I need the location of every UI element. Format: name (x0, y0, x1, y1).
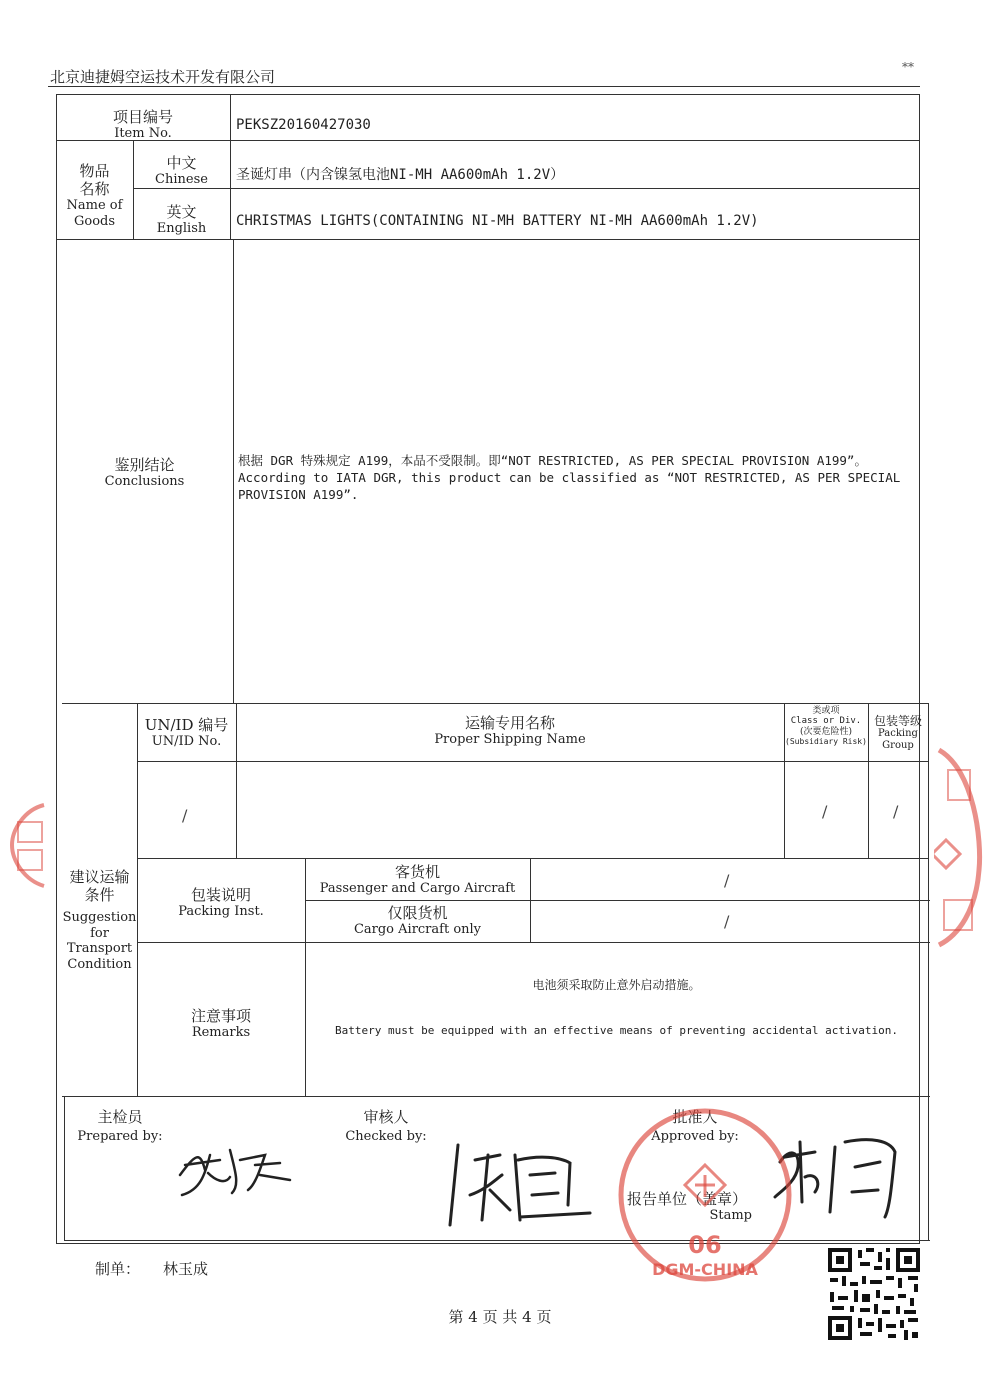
conclusions-line-1: 根据 DGR 特殊规定 A199，本品不受限制。即“NOT RESTRICTED, AS PER SPECIAL PROVISION A199”。 (238, 453, 867, 468)
conclusions-text (238, 452, 910, 503)
maker-label: 制单： (95, 1260, 141, 1278)
packing-group-label-en-2: Group (882, 740, 914, 752)
approved-label-zh: 批准人 (672, 1108, 718, 1126)
class-label-4: (Subsidiary Risk) (785, 737, 867, 747)
un-no-label-en: UN/ID No. (151, 734, 222, 749)
col-divider (230, 94, 231, 140)
class-value: / (822, 802, 828, 821)
packing-group-label-zh: 包装等级 (873, 714, 922, 728)
item-no-label-en: Item No. (114, 126, 172, 141)
remarks-label (137, 1007, 305, 1041)
transport-label-en-1: Suggestion (62, 910, 137, 925)
packing-group-label (868, 714, 928, 752)
english-label-en: English (156, 221, 207, 236)
row-divider (56, 239, 920, 240)
cargo-only-label-zh: 仅限货机 (387, 904, 448, 922)
english-label-zh: 英文 (166, 203, 197, 221)
conclusions-line-3: PROVISION A199”. (238, 487, 359, 502)
checked-label (338, 1108, 434, 1145)
seal-text: DGM-CHINA (652, 1260, 758, 1279)
class-label (784, 706, 868, 746)
remarks-label-en: Remarks (191, 1025, 251, 1040)
official-seal-icon (615, 1105, 795, 1285)
packing-group-value: / (893, 802, 899, 821)
cargo-only-label (305, 904, 530, 938)
conclusions-label-zh: 鉴别结论 (114, 456, 175, 474)
seal-number: 06 (688, 1231, 722, 1259)
row-divider (62, 1096, 930, 1097)
row-divider (137, 761, 928, 762)
cargo-only-label-en: Cargo Aircraft only (353, 922, 482, 937)
psn-label-zh: 运输专用名称 (464, 714, 555, 732)
remarks-label-zh: 注意事项 (190, 1007, 251, 1025)
chinese-label (133, 154, 230, 188)
chinese-label-en: Chinese (155, 172, 208, 187)
stamp-label-zh: 报告单位（盖章） (626, 1190, 747, 1208)
row-divider (137, 942, 930, 943)
item-no-value: PEKSZ20160427030 (236, 117, 371, 133)
transport-label-en-3: Transport (66, 941, 133, 957)
goods-name-english-value: CHRISTMAS LIGHTS(CONTAINING NI-MH BATTERY NI-MH AA600mAh 1.2V) (236, 213, 759, 229)
class-label-1: 类或项 (812, 706, 840, 716)
packing-inst-label (137, 886, 305, 920)
pax-cargo-label-en: Passenger and Cargo Aircraft (319, 881, 516, 896)
item-no-label-zh: 项目编号 (112, 108, 173, 126)
company-header: 北京迪捷姆空运技术开发有限公司 (50, 68, 276, 86)
row-divider (305, 900, 930, 901)
transport-label-en-2: for (90, 925, 109, 941)
row-divider (137, 858, 928, 859)
goods-name-label-en-2: Goods (73, 213, 116, 229)
row-divider (62, 703, 928, 704)
pax-cargo-label (305, 863, 530, 897)
conclusions-line-2: According to IATA DGR, this product can be classified as “NOT RESTRICTED, AS PER SPECIAL (238, 470, 901, 485)
prepared-label-zh: 主检员 (97, 1108, 143, 1126)
left-edge-seal-icon (4, 800, 48, 890)
transport-label-zh-2: 条件 (84, 886, 115, 904)
checked-label-zh: 审核人 (363, 1108, 409, 1126)
packing-inst-label-zh: 包装说明 (190, 886, 251, 904)
packing-inst-label-en: Packing Inst. (178, 904, 264, 919)
conclusions-label (56, 456, 233, 490)
un-no-label-zh: UN/ID 编号 (144, 716, 229, 734)
un-no-label (137, 716, 236, 750)
chinese-label-zh: 中文 (166, 154, 197, 172)
goods-name-label-en-1: Name of (66, 198, 123, 213)
transport-label-zh-1: 建议运输 (69, 868, 130, 886)
row-divider (64, 1240, 930, 1241)
english-label (133, 203, 230, 237)
goods-name-label (56, 162, 133, 229)
psn-label-en: Proper Shipping Name (434, 732, 586, 747)
col-divider (233, 239, 234, 703)
psn-label (236, 714, 784, 748)
packing-group-label-en-1: Packing (878, 728, 918, 740)
checked-signature-icon (440, 1135, 600, 1235)
qr-code-icon[interactable] (826, 1246, 922, 1342)
right-edge-seal-icon (934, 740, 984, 950)
header-rule (48, 86, 920, 87)
goods-name-label-zh: 物品名称 (79, 162, 110, 198)
pax-cargo-label-zh: 客货机 (394, 863, 440, 881)
prepared-label-en: Prepared by: (77, 1129, 163, 1144)
conclusions-label-en: Conclusions (104, 474, 185, 489)
prepared-label (72, 1108, 168, 1145)
class-label-3: (次要危险性) (799, 726, 853, 737)
row-divider (133, 188, 920, 189)
remarks-text-en: Battery must be equipped with an effective means of preventing accidental activation. (335, 1024, 898, 1037)
transport-label (62, 868, 137, 972)
col-divider (64, 1096, 65, 1240)
page-number: 第 4 页 共 4 页 (448, 1308, 552, 1326)
item-no-label (56, 108, 230, 142)
col-divider (230, 140, 231, 239)
class-label-2: Class or Div. (790, 716, 862, 727)
transport-label-en-4: Condition (67, 956, 132, 972)
remarks-text-zh: 电池须采取防止意外启动措施。 (532, 978, 701, 992)
col-divider (530, 858, 531, 942)
header-mark: ** (902, 60, 914, 74)
approved-label-en: Approved by: (651, 1129, 739, 1144)
checked-label-en: Checked by: (345, 1129, 427, 1144)
pax-cargo-value: / (724, 871, 730, 890)
cargo-only-value: / (724, 912, 730, 931)
maker-name: 林玉成 (163, 1260, 209, 1278)
col-divider (928, 703, 929, 1240)
prepared-signature-icon (170, 1135, 300, 1205)
stamp-label-en: Stamp (709, 1208, 752, 1223)
inspection-table (56, 94, 920, 1244)
goods-name-chinese-value: 圣诞灯串（内含镍氢电池NI-MH AA600mAh 1.2V） (236, 167, 565, 183)
un-no-value: / (182, 806, 188, 825)
